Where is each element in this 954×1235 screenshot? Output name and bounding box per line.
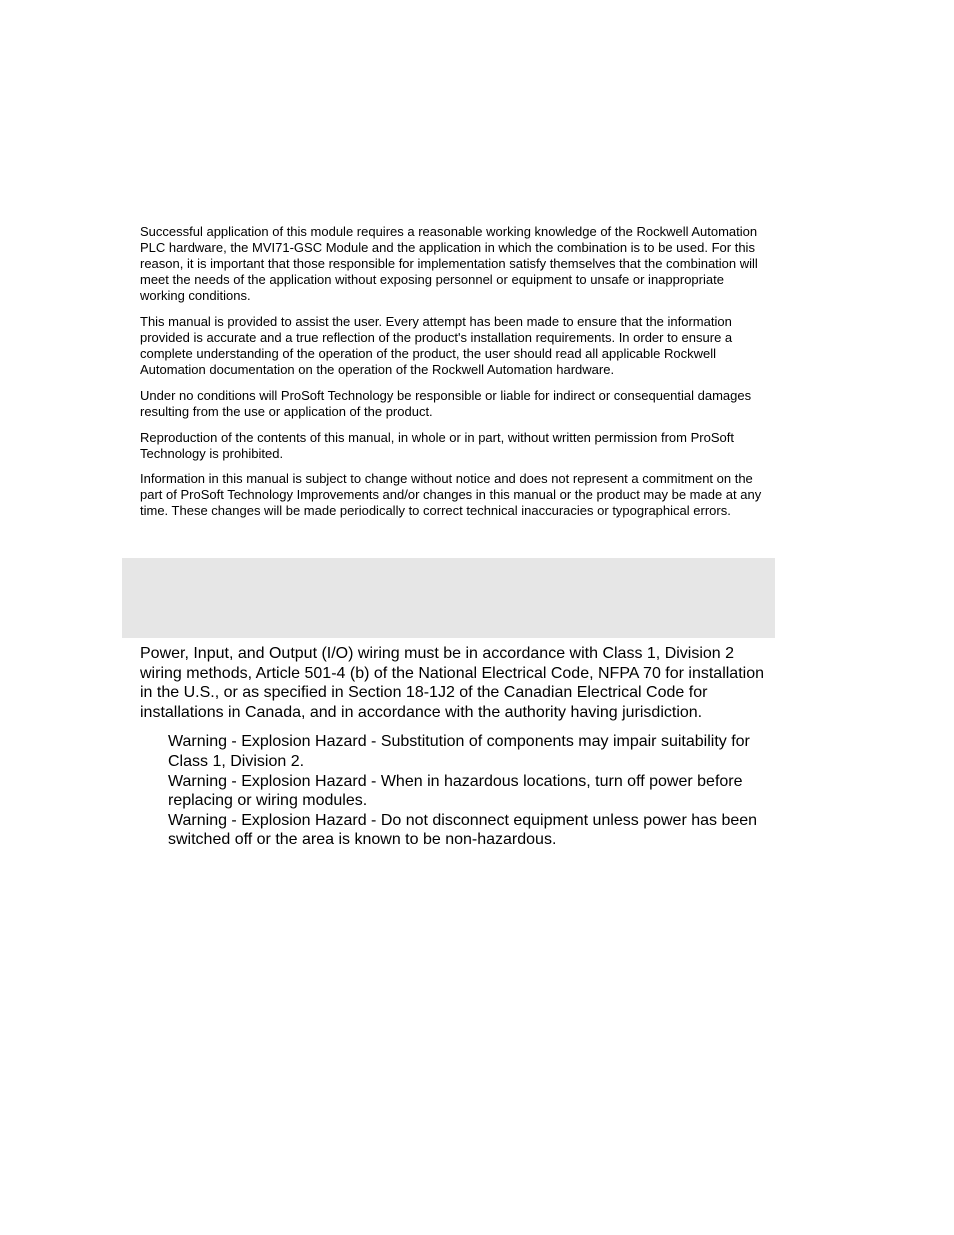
wiring-requirements-section bbox=[140, 644, 770, 850]
warning-item: Warning - Explosion Hazard - When in hazardous locations, turn off power before replacing or wiring modules. bbox=[168, 772, 743, 810]
disclaimer-paragraph: Information in this manual is subject to change without notice and does not represent a commitment on the part of ProSoft Technology Improvements and/or changes in this manual or the product may be made at any time. These changes will be made periodically to correct technical inaccuracies or typographical errors. bbox=[140, 471, 762, 519]
warning-item: Warning - Explosion Hazard - Substitution of components may impair suitability for Class 1, Division 2. bbox=[168, 733, 750, 770]
disclaimer-paragraph: Reproduction of the contents of this manual, in whole or in part, without written permission from ProSoft Technology is prohibited. bbox=[140, 429, 734, 461]
warning-list bbox=[140, 732, 770, 850]
disclaimer-paragraph: This manual is provided to assist the user. Every attempt has been made to ensure that the information provided is accurate and a true reflection of the product's installation requirements. In order to ensure a complete understanding of the operation of the product, the user should read all applicable Rockwell Automation documentation on the operation of the Rockwell Automation hardware. bbox=[140, 313, 733, 378]
wiring-intro-paragraph: Power, Input, and Output (I/O) wiring must be in accordance with Class 1, Division 2 wiring methods, Article 501-4 (b) of the National Electrical Code, NFPA 70 for installation in the U.S., or as specified in Section 18-1J2 of the Canadian Electrical Code for installations in Canada, and in accordance with the authority having jurisdiction. bbox=[140, 645, 764, 721]
disclaimer-paragraph: Successful application of this module requires a reasonable working knowledge of the Rockwell Automation PLC hardware, the MVI71-GSC Module and the application in which the combination is to be used. For this reason, it is important that those responsible for implementation satisfy themselves that the combination will meet the needs of the application without exposing personnel or equipment to unsafe or inappropriate working conditions. bbox=[140, 224, 758, 304]
section-header-band bbox=[122, 558, 775, 638]
disclaimer-section bbox=[140, 224, 762, 529]
disclaimer-paragraph: Under no conditions will ProSoft Technology be responsible or liable for indirect or consequential damages resulting from the use or application of the product. bbox=[140, 387, 752, 419]
warning-item: Warning - Explosion Hazard - Do not disconnect equipment unless power has been switched off or the area is known to be non-hazardous. bbox=[168, 811, 758, 849]
